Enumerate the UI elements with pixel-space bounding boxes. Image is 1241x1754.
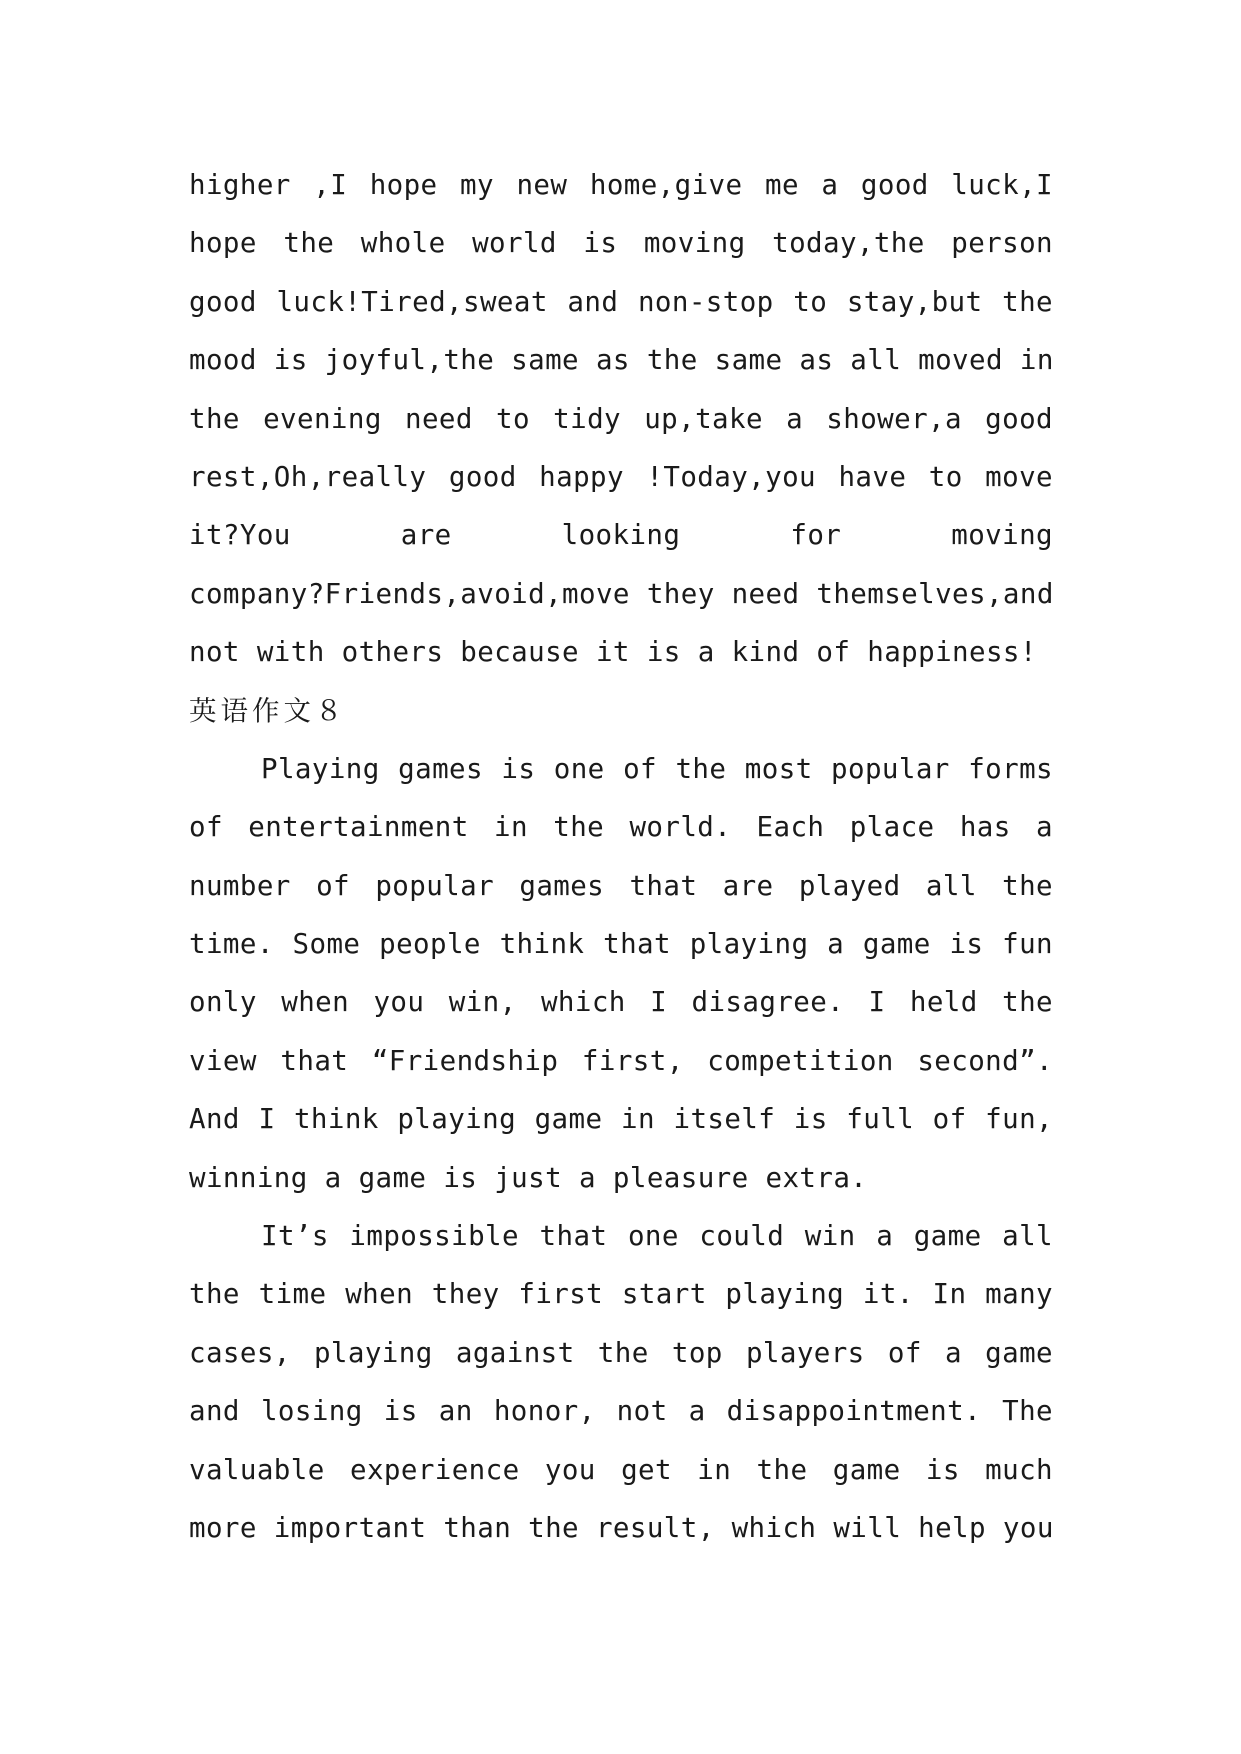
- text-line: and losing is an honor, not a disappointment. The: [189, 1395, 1053, 1428]
- text-line: more important than the result, which will help you: [189, 1511, 1054, 1544]
- text-line: mood is joyful,the same as the same as all moved in: [189, 344, 1054, 377]
- text-line: company?Friends,avoid,move they need themselves,and: [189, 577, 1054, 610]
- text-line: valuable experience you get in the game is much: [189, 1453, 1053, 1486]
- text-line: it?You are looking for moving: [189, 519, 1053, 552]
- paragraph-first-line: It’s impossible that one could win a game all: [261, 1220, 1053, 1253]
- text-line: view that “Friendship first, competition second”.: [189, 1044, 1053, 1077]
- text-line: rest,Oh,really good happy !Today,you have to move: [189, 460, 1053, 493]
- paragraph-first-line: Playing games is one of the most popular forms: [261, 752, 1053, 785]
- text-line: only when you win, which I disagree. I held the: [189, 986, 1053, 1019]
- section-heading: 英语作文８: [189, 694, 347, 727]
- text-line: cases, playing against the top players of a game: [189, 1336, 1053, 1369]
- text-line: And I think playing game in itself is full of fun,: [189, 1103, 1053, 1136]
- document-page: [189, 156, 1053, 1557]
- text-line: the evening need to tidy up,take a shower,a good: [189, 402, 1053, 435]
- text-line: good luck!Tired,sweat and non-stop to stay,but the: [189, 285, 1053, 318]
- text-line: not with others because it is a kind of happiness!: [189, 636, 1037, 669]
- text-line: the time when they first start playing it. In many: [189, 1278, 1053, 1311]
- text-line: higher ,I hope my new home,give me a good luck,I: [189, 169, 1053, 201]
- text-line: of entertainment in the world. Each place has a: [189, 811, 1053, 844]
- text-line: winning a game is just a pleasure extra.: [189, 1161, 868, 1194]
- text-line: hope the whole world is moving today,the person: [189, 227, 1053, 260]
- text-line: time. Some people think that playing a game is fun: [189, 928, 1053, 961]
- text-line: number of popular games that are played all the: [189, 869, 1053, 902]
